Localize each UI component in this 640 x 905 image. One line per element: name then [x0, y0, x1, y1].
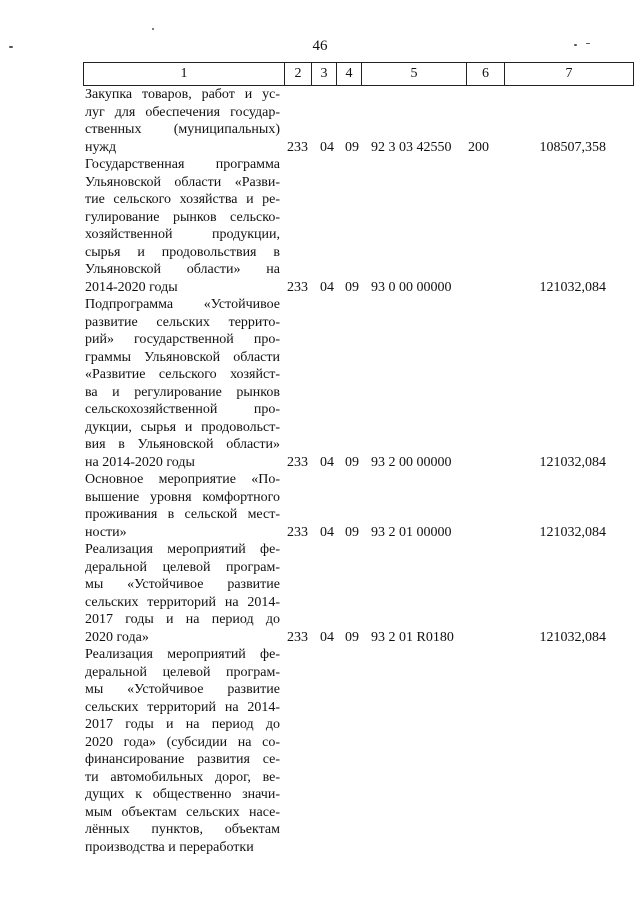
page-number: 46: [312, 38, 328, 54]
description-line: дукции, сырья и продовольст-: [85, 419, 280, 435]
table-row-description: [85, 296, 280, 471]
description-line: Закупка товаров, работ и ус-: [85, 87, 280, 102]
description-line: деральной целевой програм-: [85, 559, 280, 575]
description-line: хозяйственной продукции,: [85, 227, 280, 242]
cell-c7: 121032,084: [539, 279, 606, 295]
description-line: финансирование развития се-: [85, 752, 280, 767]
cell-c3: 04: [320, 139, 334, 155]
cell-c6: 200: [468, 139, 489, 155]
description-line: 2020 года» (субсидии на со-: [85, 734, 280, 750]
description-line: Ульяновской области» на: [85, 262, 280, 277]
cell-c5: 93 2 01 R0180: [371, 629, 454, 645]
scan-speck: [152, 28, 154, 30]
description-line: мы «Устойчивое развитие: [85, 577, 280, 592]
description-line: «Развитие сельского хозяйст-: [85, 367, 280, 382]
description-line: сельских территорий на 2014-: [85, 699, 280, 715]
description-line: 2014-2020 годы: [85, 279, 178, 295]
cell-c4: 09: [345, 524, 359, 540]
cell-c2: 233: [287, 454, 308, 470]
description-line: Государственная программа: [85, 157, 280, 172]
table-row-description: [85, 646, 280, 856]
description-line: проживания в сельской мест-: [85, 507, 280, 522]
description-line: Основное мероприятие «По-: [85, 472, 280, 487]
description-line: ва и регулирование рынков: [85, 384, 280, 400]
description-line: нужд: [85, 139, 117, 155]
description-line: вышение уровня комфортного: [85, 489, 280, 505]
cell-c2: 233: [287, 279, 308, 295]
column-header-1: 1: [83, 63, 284, 85]
description-line: граммы Ульяновской области: [85, 349, 280, 365]
description-line: вия в Ульяновской области»: [85, 437, 280, 452]
column-header-6: 6: [466, 63, 504, 85]
cell-c3: 04: [320, 454, 334, 470]
cell-c5: 93 2 01 00000: [371, 524, 452, 540]
description-line: Ульяновской области «Разви-: [85, 174, 280, 190]
table-row-codes: [284, 139, 634, 157]
scan-speck: [586, 43, 590, 44]
description-line: деральной целевой програм-: [85, 664, 280, 680]
column-header-2: 2: [284, 63, 311, 85]
description-line: рий» государственной про-: [85, 332, 280, 347]
cell-c4: 09: [345, 629, 359, 645]
description-line: 2020 года»: [85, 629, 149, 645]
cell-c2: 233: [287, 139, 308, 155]
cell-c5: 93 2 00 00000: [371, 454, 452, 470]
column-header-4: 4: [336, 63, 361, 85]
description-line: ности»: [85, 524, 127, 540]
cell-c7: 108507,358: [539, 139, 606, 155]
cell-c5: 93 0 00 00000: [371, 279, 452, 295]
description-line: сырья и продовольствия в: [85, 244, 280, 260]
table-row-codes: [284, 279, 634, 297]
cell-c5: 92 3 03 42550: [371, 139, 452, 155]
description-line: Подпрограмма «Устойчивое: [85, 297, 280, 312]
description-line: мы «Устойчивое развитие: [85, 682, 280, 697]
description-line: сельскохозяйственной про-: [85, 402, 280, 417]
description-line: производства и переработки: [85, 839, 254, 855]
cell-c4: 09: [345, 454, 359, 470]
description-line: тие сельского хозяйства и ре-: [85, 192, 280, 207]
table-row-codes: [284, 524, 634, 542]
description-line: мым объектам сельских насе-: [85, 804, 280, 820]
cell-c3: 04: [320, 279, 334, 295]
cell-c3: 04: [320, 629, 334, 645]
description-line: ственных (муниципальных): [85, 122, 280, 137]
description-line: 2017 годы и на период до: [85, 612, 280, 627]
description-line: Реализация мероприятий фе-: [85, 647, 280, 662]
scan-speck: [574, 44, 577, 46]
description-line: дущих к общественно значи-: [85, 787, 280, 802]
cell-c2: 233: [287, 524, 308, 540]
cell-c3: 04: [320, 524, 334, 540]
column-header-7: 7: [504, 63, 634, 85]
table-row-codes: [284, 454, 634, 472]
table-row-description: [85, 86, 280, 156]
description-line: 2017 годы и на период до: [85, 717, 280, 732]
description-line: на 2014-2020 годы: [85, 454, 195, 470]
table-row-description: [85, 541, 280, 646]
description-line: ти автомобильных дорог, ве-: [85, 769, 280, 785]
description-line: гулирование рынков сельско-: [85, 209, 280, 225]
cell-c4: 09: [345, 139, 359, 155]
cell-c7: 121032,084: [539, 454, 606, 470]
cell-c7: 121032,084: [539, 629, 606, 645]
column-header-5: 5: [361, 63, 466, 85]
description-line: луг для обеспечения государ-: [85, 104, 280, 120]
cell-c2: 233: [287, 629, 308, 645]
description-column: [85, 86, 280, 856]
column-header-row: [83, 62, 634, 86]
description-line: Реализация мероприятий фе-: [85, 542, 280, 557]
description-line: развитие сельских террито-: [85, 314, 280, 330]
table-row-description: [85, 156, 280, 296]
table-row-codes: [284, 629, 634, 647]
column-header-3: 3: [311, 63, 336, 85]
table-row-description: [85, 471, 280, 541]
cell-c7: 121032,084: [539, 524, 606, 540]
description-line: лённых пунктов, объектам: [85, 822, 280, 837]
cell-c4: 09: [345, 279, 359, 295]
scan-speck: [9, 46, 13, 48]
description-line: сельских территорий на 2014-: [85, 594, 280, 610]
